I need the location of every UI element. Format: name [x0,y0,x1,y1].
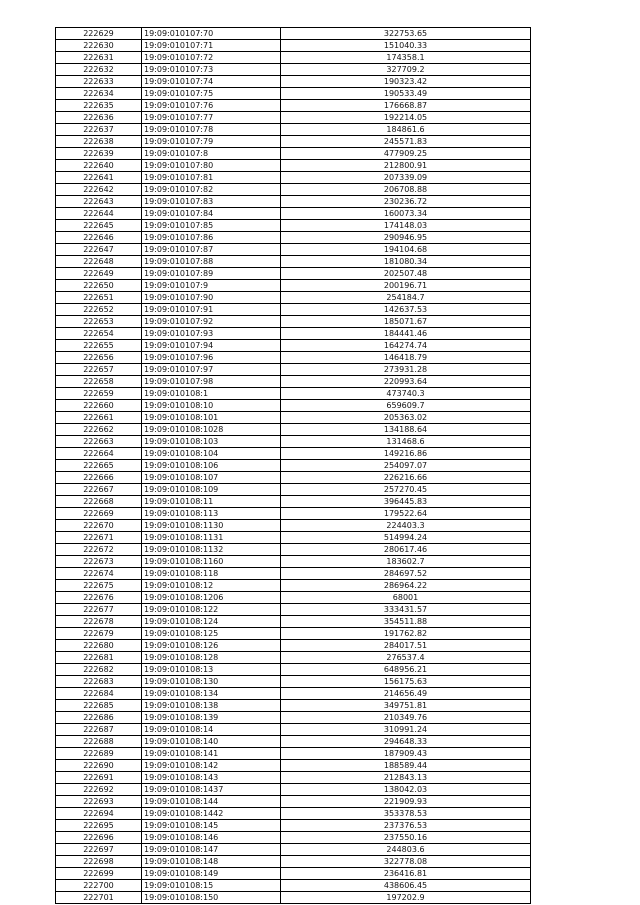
cadastral-number-cell: 19:09:010108:141 [142,748,281,760]
table-row [56,388,531,400]
amount-cell: 284017.51 [281,640,531,652]
row-number-cell: 222665 [56,460,142,472]
table-row [56,448,531,460]
row-number-cell: 222650 [56,280,142,292]
row-number-cell: 222645 [56,220,142,232]
table-row [56,892,531,904]
row-number-cell: 222683 [56,676,142,688]
amount-cell: 220993.64 [281,376,531,388]
cadastral-number-cell: 19:09:010108:130 [142,676,281,688]
table-row [56,544,531,556]
row-number-cell: 222646 [56,232,142,244]
row-number-cell: 222686 [56,712,142,724]
row-number-cell: 222674 [56,568,142,580]
table-row [56,412,531,424]
amount-cell: 151040.33 [281,40,531,52]
cadastral-number-cell: 19:09:010107:81 [142,172,281,184]
table-row [56,472,531,484]
cadastral-number-cell: 19:09:010108:144 [142,796,281,808]
cadastral-number-cell: 19:09:010108:1130 [142,520,281,532]
table-row [56,832,531,844]
amount-cell: 212843.13 [281,772,531,784]
table-row [56,556,531,568]
amount-cell: 290946.95 [281,232,531,244]
row-number-cell: 222653 [56,316,142,328]
table-row [56,436,531,448]
cadastral-number-cell: 19:09:010108:1 [142,388,281,400]
cadastral-number-cell: 19:09:010108:107 [142,472,281,484]
table-row [56,100,531,112]
table-row [56,124,531,136]
row-number-cell: 222700 [56,880,142,892]
row-number-cell: 222630 [56,40,142,52]
row-number-cell: 222651 [56,292,142,304]
cadastral-number-cell: 19:09:010108:125 [142,628,281,640]
amount-cell: 254184.7 [281,292,531,304]
cadastral-number-cell: 19:09:010108:1131 [142,532,281,544]
amount-cell: 245571.83 [281,136,531,148]
table-row [56,160,531,172]
table-row [56,424,531,436]
amount-cell: 190323.42 [281,76,531,88]
cadastral-number-cell: 19:09:010108:1442 [142,808,281,820]
row-number-cell: 222675 [56,580,142,592]
amount-cell: 179522.64 [281,508,531,520]
cadastral-number-cell: 19:09:010107:88 [142,256,281,268]
cadastral-number-cell: 19:09:010107:97 [142,364,281,376]
amount-cell: 354511.88 [281,616,531,628]
amount-cell: 187909.43 [281,748,531,760]
amount-cell: 184861.6 [281,124,531,136]
row-number-cell: 222694 [56,808,142,820]
row-number-cell: 222629 [56,28,142,40]
cadastral-number-cell: 19:09:010108:106 [142,460,281,472]
row-number-cell: 222671 [56,532,142,544]
row-number-cell: 222664 [56,448,142,460]
cadastral-number-cell: 19:09:010108:118 [142,568,281,580]
row-number-cell: 222654 [56,328,142,340]
amount-cell: 207339.09 [281,172,531,184]
amount-cell: 224403.3 [281,520,531,532]
amount-cell: 322778.08 [281,856,531,868]
amount-cell: 68001 [281,592,531,604]
amount-cell: 138042.03 [281,784,531,796]
cadastral-number-cell: 19:09:010107:98 [142,376,281,388]
table-row [56,208,531,220]
cadastral-number-cell: 19:09:010107:73 [142,64,281,76]
cadastral-number-cell: 19:09:010108:113 [142,508,281,520]
table-row [56,760,531,772]
table-row [56,784,531,796]
amount-cell: 280617.46 [281,544,531,556]
amount-cell: 294648.33 [281,736,531,748]
cadastral-number-cell: 19:09:010107:80 [142,160,281,172]
row-number-cell: 222660 [56,400,142,412]
table-row [56,640,531,652]
row-number-cell: 222638 [56,136,142,148]
amount-cell: 149216.86 [281,448,531,460]
cadastral-number-cell: 19:09:010108:138 [142,700,281,712]
cadastral-number-cell: 19:09:010107:92 [142,316,281,328]
row-number-cell: 222676 [56,592,142,604]
row-number-cell: 222639 [56,148,142,160]
cadastral-number-cell: 19:09:010108:103 [142,436,281,448]
cadastral-number-cell: 19:09:010108:142 [142,760,281,772]
table-row [56,676,531,688]
amount-cell: 396445.83 [281,496,531,508]
table-row [56,172,531,184]
amount-cell: 349751.81 [281,700,531,712]
cadastral-number-cell: 19:09:010108:104 [142,448,281,460]
row-number-cell: 222681 [56,652,142,664]
cadastral-number-cell: 19:09:010107:75 [142,88,281,100]
row-number-cell: 222692 [56,784,142,796]
cadastral-number-cell: 19:09:010108:147 [142,844,281,856]
cadastral-number-cell: 19:09:010107:78 [142,124,281,136]
row-number-cell: 222682 [56,664,142,676]
amount-cell: 473740.3 [281,388,531,400]
table-row [56,364,531,376]
amount-cell: 202507.48 [281,268,531,280]
table-row [56,700,531,712]
table-row [56,64,531,76]
row-number-cell: 222649 [56,268,142,280]
table-row [56,484,531,496]
table-row [56,232,531,244]
cadastral-number-cell: 19:09:010108:12 [142,580,281,592]
cadastral-number-cell: 19:09:010108:122 [142,604,281,616]
table-row [56,520,531,532]
row-number-cell: 222633 [56,76,142,88]
cadastral-number-cell: 19:09:010108:145 [142,820,281,832]
cadastral-number-cell: 19:09:010108:124 [142,616,281,628]
row-number-cell: 222691 [56,772,142,784]
table-row [56,76,531,88]
table-row [56,568,531,580]
amount-cell: 214656.49 [281,688,531,700]
amount-cell: 142637.53 [281,304,531,316]
table-row [56,400,531,412]
row-number-cell: 222637 [56,124,142,136]
row-number-cell: 222670 [56,520,142,532]
cadastral-number-cell: 19:09:010107:77 [142,112,281,124]
amount-cell: 257270.45 [281,484,531,496]
amount-cell: 183602.7 [281,556,531,568]
amount-cell: 648956.21 [281,664,531,676]
amount-cell: 514994.24 [281,532,531,544]
row-number-cell: 222697 [56,844,142,856]
cadastral-number-cell: 19:09:010108:14 [142,724,281,736]
table-row [56,688,531,700]
amount-cell: 230236.72 [281,196,531,208]
amount-cell: 327709.2 [281,64,531,76]
table-row [56,616,531,628]
table-row [56,772,531,784]
table-row [56,724,531,736]
cadastral-number-cell: 19:09:010108:109 [142,484,281,496]
amount-cell: 237550.16 [281,832,531,844]
amount-cell: 206708.88 [281,184,531,196]
cadastral-number-cell: 19:09:010108:149 [142,868,281,880]
amount-cell: 254097.07 [281,460,531,472]
table-row [56,148,531,160]
row-number-cell: 222678 [56,616,142,628]
cadastral-number-cell: 19:09:010108:140 [142,736,281,748]
amount-cell: 226216.66 [281,472,531,484]
row-number-cell: 222662 [56,424,142,436]
cadastral-number-cell: 19:09:010107:71 [142,40,281,52]
row-number-cell: 222657 [56,364,142,376]
amount-cell: 156175.63 [281,676,531,688]
row-number-cell: 222666 [56,472,142,484]
table-row [56,28,531,40]
table-row [56,112,531,124]
table-row [56,352,531,364]
table-row [56,196,531,208]
cadastral-number-cell: 19:09:010108:1160 [142,556,281,568]
row-number-cell: 222643 [56,196,142,208]
table-row [56,340,531,352]
table-row [56,508,531,520]
amount-cell: 191762.82 [281,628,531,640]
amount-cell: 236416.81 [281,868,531,880]
row-number-cell: 222641 [56,172,142,184]
amount-cell: 184441.46 [281,328,531,340]
table-row [56,244,531,256]
row-number-cell: 222652 [56,304,142,316]
table-row [56,712,531,724]
cadastral-number-cell: 19:09:010108:150 [142,892,281,904]
table-row [56,748,531,760]
cadastral-number-cell: 19:09:010107:94 [142,340,281,352]
table-row [56,580,531,592]
row-number-cell: 222661 [56,412,142,424]
row-number-cell: 222690 [56,760,142,772]
cadastral-number-cell: 19:09:010107:84 [142,208,281,220]
cadastral-number-cell: 19:09:010107:87 [142,244,281,256]
cadastral-number-cell: 19:09:010108:134 [142,688,281,700]
row-number-cell: 222642 [56,184,142,196]
table-row [56,460,531,472]
row-number-cell: 222640 [56,160,142,172]
cadastral-number-cell: 19:09:010107:9 [142,280,281,292]
amount-cell: 134188.64 [281,424,531,436]
table-row [56,184,531,196]
amount-cell: 333431.57 [281,604,531,616]
cadastral-number-cell: 19:09:010107:72 [142,52,281,64]
table-row [56,280,531,292]
cadastral-number-cell: 19:09:010107:91 [142,304,281,316]
amount-cell: 146418.79 [281,352,531,364]
row-number-cell: 222634 [56,88,142,100]
table-row [56,868,531,880]
amount-cell: 192214.05 [281,112,531,124]
cadastral-number-cell: 19:09:010107:8 [142,148,281,160]
amount-cell: 286964.22 [281,580,531,592]
amount-cell: 174148.03 [281,220,531,232]
table-row [56,820,531,832]
amount-cell: 174358.1 [281,52,531,64]
row-number-cell: 222684 [56,688,142,700]
amount-cell: 205363.02 [281,412,531,424]
amount-cell: 194104.68 [281,244,531,256]
row-number-cell: 222699 [56,868,142,880]
cadastral-number-cell: 19:09:010108:139 [142,712,281,724]
table-row [56,268,531,280]
table-row [56,628,531,640]
cadastral-number-cell: 19:09:010108:1437 [142,784,281,796]
row-number-cell: 222679 [56,628,142,640]
amount-cell: 188589.44 [281,760,531,772]
cadastral-number-cell: 19:09:010108:13 [142,664,281,676]
table-row [56,592,531,604]
cadastral-number-cell: 19:09:010108:143 [142,772,281,784]
amount-cell: 310991.24 [281,724,531,736]
amount-cell: 210349.76 [281,712,531,724]
row-number-cell: 222635 [56,100,142,112]
table-row [56,40,531,52]
cadastral-number-cell: 19:09:010108:126 [142,640,281,652]
table-row [56,532,531,544]
table-row [56,604,531,616]
row-number-cell: 222667 [56,484,142,496]
table-row [56,736,531,748]
table-row [56,292,531,304]
table-row [56,856,531,868]
row-number-cell: 222655 [56,340,142,352]
cadastral-number-cell: 19:09:010108:15 [142,880,281,892]
amount-cell: 164274.74 [281,340,531,352]
row-number-cell: 222685 [56,700,142,712]
row-number-cell: 222680 [56,640,142,652]
table-row [56,52,531,64]
row-number-cell: 222701 [56,892,142,904]
row-number-cell: 222688 [56,736,142,748]
amount-cell: 244803.6 [281,844,531,856]
cadastral-number-cell: 19:09:010107:70 [142,28,281,40]
cadastral-number-cell: 19:09:010107:76 [142,100,281,112]
cadastral-number-cell: 19:09:010108:1132 [142,544,281,556]
row-number-cell: 222689 [56,748,142,760]
table-row [56,136,531,148]
row-number-cell: 222631 [56,52,142,64]
cadastral-number-cell: 19:09:010107:83 [142,196,281,208]
row-number-cell: 222669 [56,508,142,520]
amount-cell: 185071.67 [281,316,531,328]
table-row [56,328,531,340]
table-row [56,652,531,664]
row-number-cell: 222673 [56,556,142,568]
row-number-cell: 222693 [56,796,142,808]
row-number-cell: 222647 [56,244,142,256]
table-row [56,376,531,388]
row-number-cell: 222687 [56,724,142,736]
row-number-cell: 222677 [56,604,142,616]
row-number-cell: 222698 [56,856,142,868]
cadastral-number-cell: 19:09:010108:10 [142,400,281,412]
amount-cell: 276537.4 [281,652,531,664]
cadastral-number-cell: 19:09:010107:82 [142,184,281,196]
table-row [56,220,531,232]
amount-cell: 284697.52 [281,568,531,580]
cadastral-number-cell: 19:09:010107:86 [142,232,281,244]
table-row [56,880,531,892]
table-row [56,304,531,316]
amount-cell: 212800.91 [281,160,531,172]
amount-cell: 181080.34 [281,256,531,268]
cadastral-number-cell: 19:09:010108:148 [142,856,281,868]
cadastral-number-cell: 19:09:010107:89 [142,268,281,280]
cadastral-number-cell: 19:09:010107:74 [142,76,281,88]
row-number-cell: 222672 [56,544,142,556]
table-row [56,844,531,856]
table-row [56,808,531,820]
amount-cell: 190533.49 [281,88,531,100]
amount-cell: 237376.53 [281,820,531,832]
row-number-cell: 222668 [56,496,142,508]
row-number-cell: 222658 [56,376,142,388]
cadastral-number-cell: 19:09:010108:1028 [142,424,281,436]
data-table [55,27,531,904]
table-row [56,796,531,808]
row-number-cell: 222696 [56,832,142,844]
amount-cell: 200196.71 [281,280,531,292]
table-row [56,496,531,508]
amount-cell: 438606.45 [281,880,531,892]
table-row [56,88,531,100]
cadastral-number-cell: 19:09:010108:101 [142,412,281,424]
amount-cell: 322753.65 [281,28,531,40]
amount-cell: 353378.53 [281,808,531,820]
amount-cell: 160073.34 [281,208,531,220]
table-row [56,664,531,676]
row-number-cell: 222648 [56,256,142,268]
cadastral-number-cell: 19:09:010108:146 [142,832,281,844]
table-row [56,256,531,268]
row-number-cell: 222659 [56,388,142,400]
cadastral-number-cell: 19:09:010107:79 [142,136,281,148]
cadastral-number-cell: 19:09:010107:85 [142,220,281,232]
cadastral-number-cell: 19:09:010108:1206 [142,592,281,604]
table-row [56,316,531,328]
row-number-cell: 222695 [56,820,142,832]
amount-cell: 659609.7 [281,400,531,412]
amount-cell: 131468.6 [281,436,531,448]
amount-cell: 176668.87 [281,100,531,112]
table-body [56,28,531,904]
amount-cell: 477909.25 [281,148,531,160]
cadastral-number-cell: 19:09:010107:93 [142,328,281,340]
amount-cell: 197202.9 [281,892,531,904]
row-number-cell: 222636 [56,112,142,124]
cadastral-number-cell: 19:09:010107:96 [142,352,281,364]
row-number-cell: 222663 [56,436,142,448]
amount-cell: 221909.93 [281,796,531,808]
cadastral-number-cell: 19:09:010108:128 [142,652,281,664]
row-number-cell: 222656 [56,352,142,364]
cadastral-number-cell: 19:09:010108:11 [142,496,281,508]
cadastral-number-cell: 19:09:010107:90 [142,292,281,304]
row-number-cell: 222644 [56,208,142,220]
amount-cell: 273931.28 [281,364,531,376]
row-number-cell: 222632 [56,64,142,76]
